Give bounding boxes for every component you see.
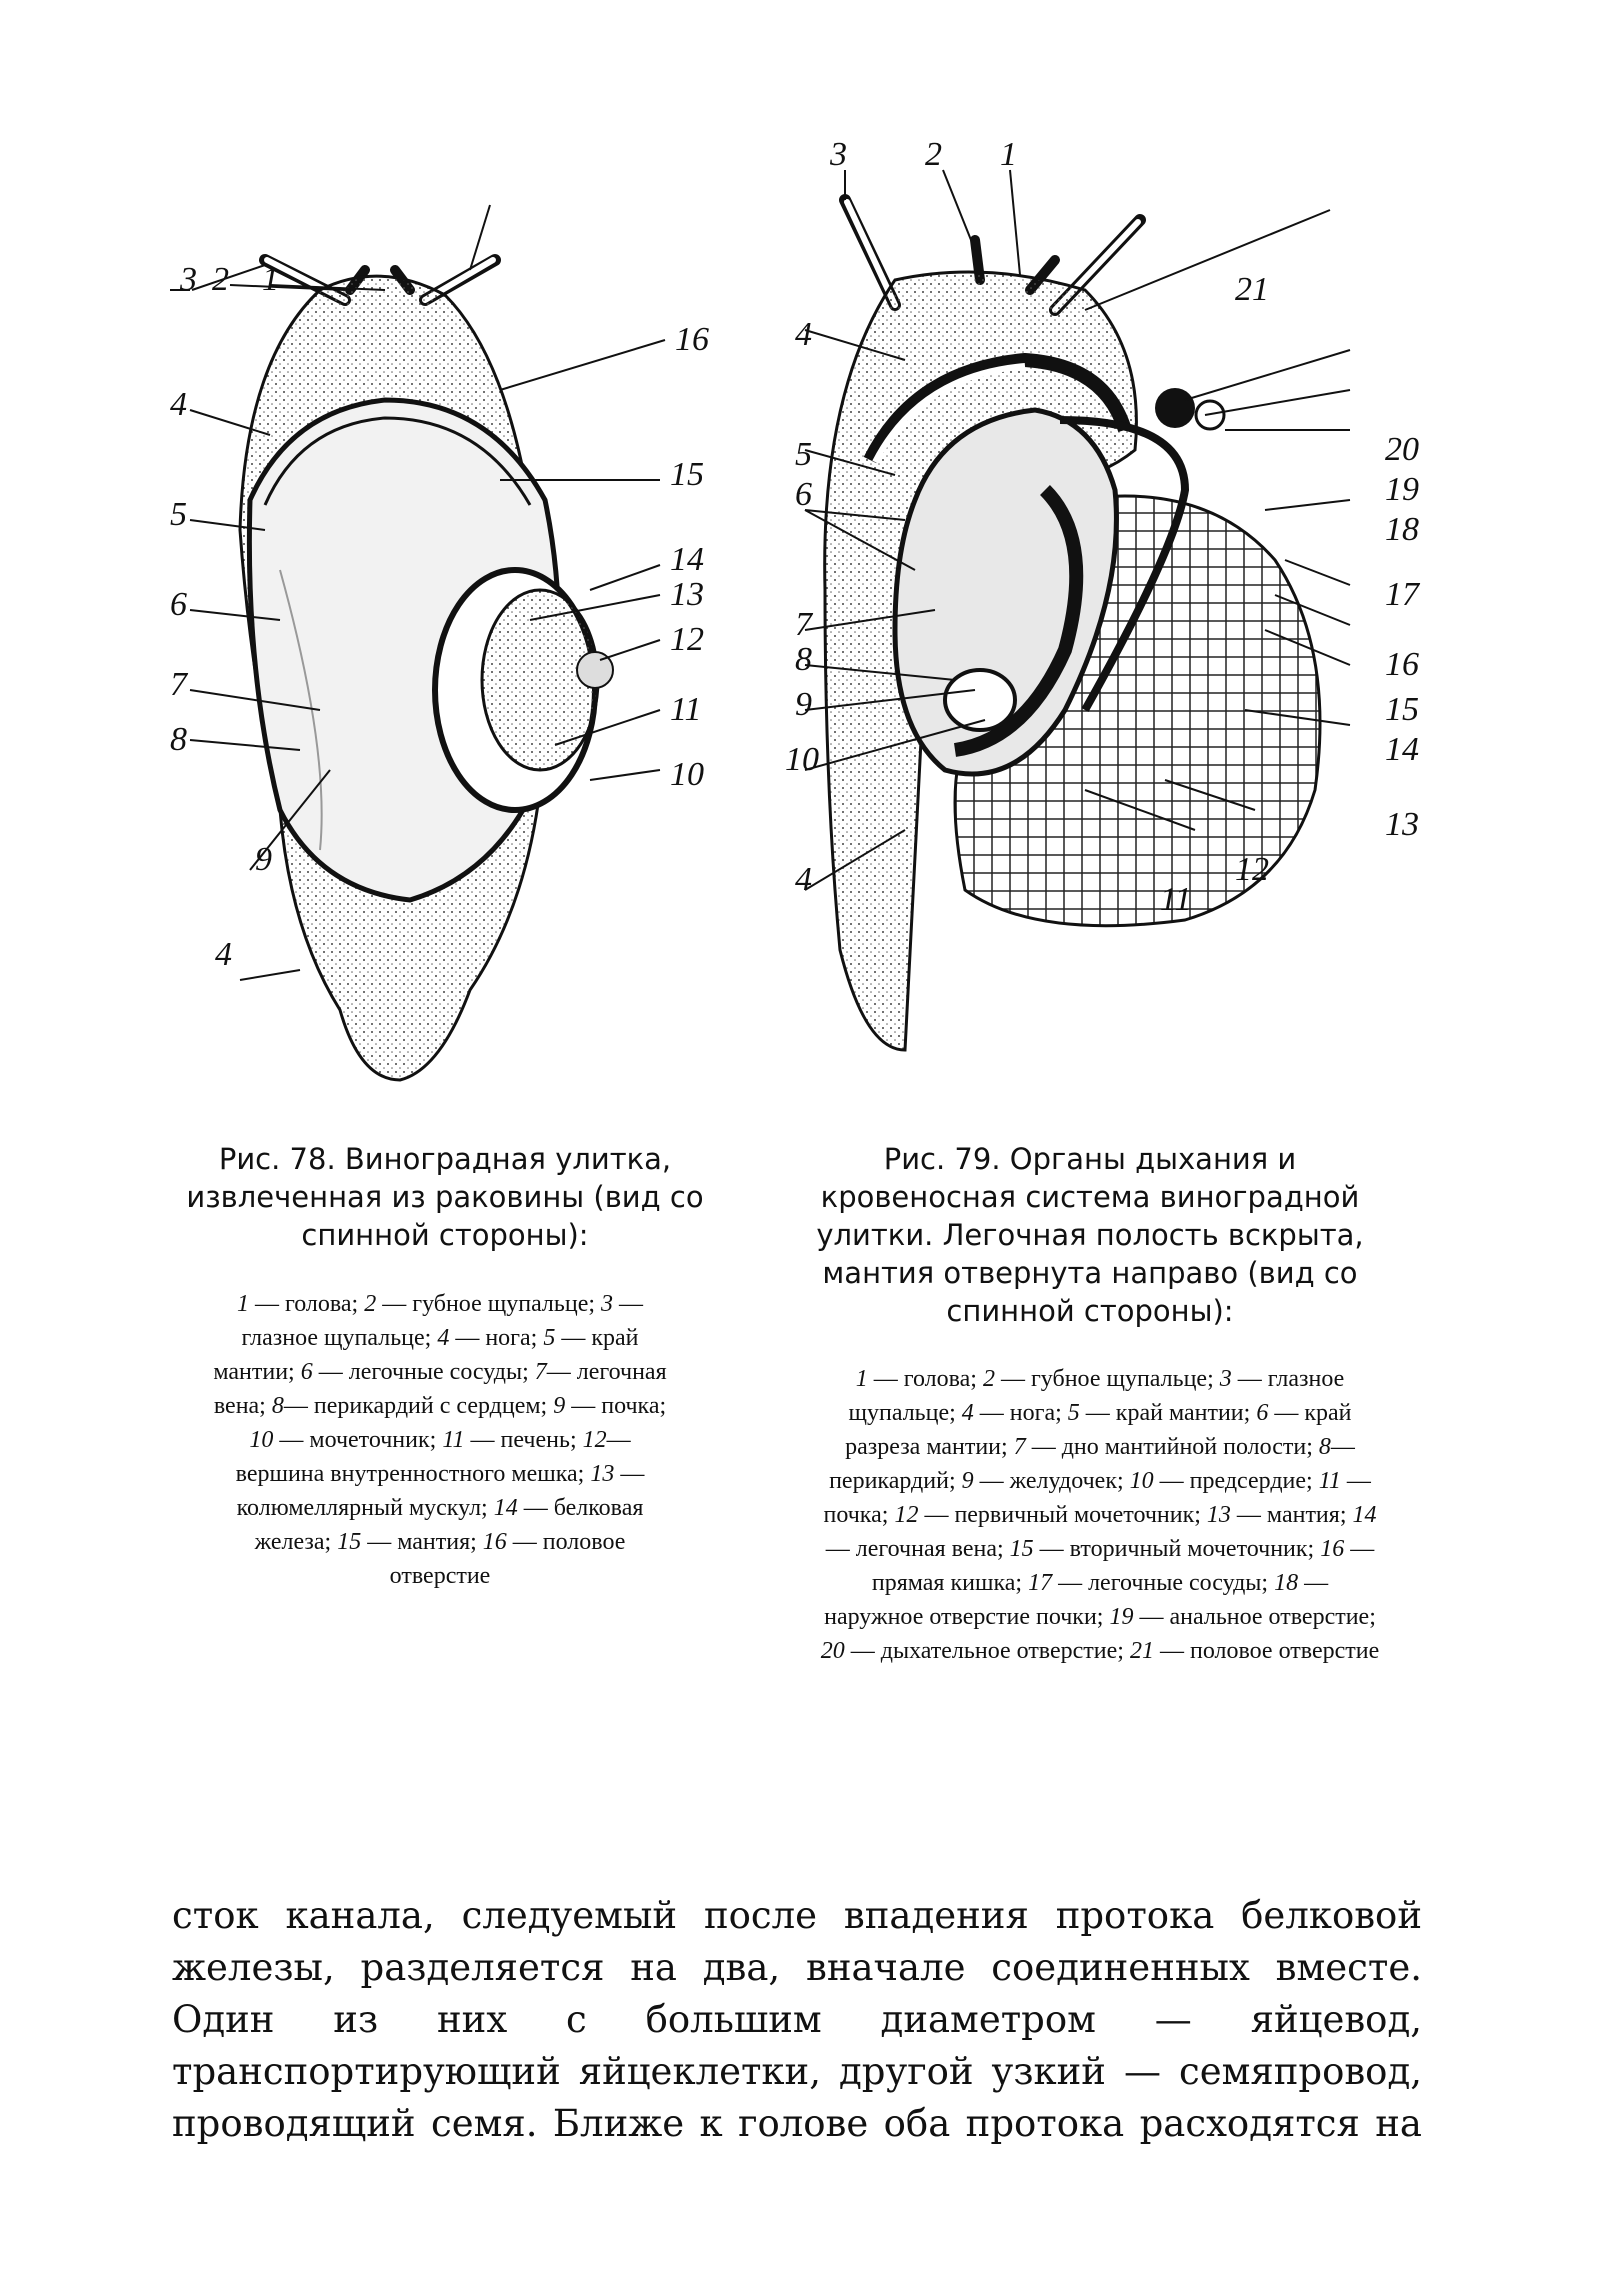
fig78-legend-text: — мантия; [361,1529,483,1555]
fig78-legend-text: — половое отверстие [389,1529,626,1589]
fig78-label-12: 12 [670,621,704,658]
fig79-legend-number: 11 [1318,1468,1341,1494]
fig78-label-6: 6 [170,586,187,623]
fig79-legend-text: — глазное щупальце; [848,1366,1345,1426]
fig79-legend-text: — половое отверстие [1153,1638,1380,1664]
fig78-legend-number: 15 [337,1529,362,1555]
fig78-label-4: 4 [170,386,187,423]
fig79-legend-number: 6 [1256,1400,1269,1426]
fig79-label-14: 14 [1385,731,1419,768]
fig79-legend-number: 16 [1320,1536,1345,1562]
fig79-label-7: 7 [795,606,812,643]
fig78-legend-text: — почка; [565,1393,667,1419]
fig79-legend-number: 12 [894,1502,919,1528]
figure-79-legend [820,1362,1380,1668]
fig78-label-14: 14 [670,541,704,578]
fig78-legend-text: — печень; [464,1427,583,1453]
fig79-legend-number: 15 [1009,1536,1034,1562]
fig78-legend-number: 8 [271,1393,284,1419]
fig78-legend-number: 2 [364,1291,377,1317]
fig79-label-4: 4 [795,316,812,353]
fig79-legend-number: 21 [1129,1638,1154,1664]
fig78-legend-number: 11 [442,1427,465,1453]
fig78-legend-text: — губное щупальце; [376,1291,602,1317]
fig78-legend-number: 5 [543,1325,556,1351]
fig79-legend-text: — наружное отверстие почки; [824,1570,1329,1630]
fig79-legend-text: — предсердие; [1153,1468,1319,1494]
fig79-legend-text: — дыхательное отверстие; [844,1638,1130,1664]
fig79-legend-number: 14 [1352,1502,1377,1528]
fig78-label-10: 10 [670,756,704,793]
fig79-legend-text: — анальное отверстие; [1133,1604,1376,1630]
figure-78-drawing [170,150,750,1110]
fig78-label-7: 7 [170,666,187,703]
fig79-label-8: 8 [795,641,812,678]
fig78-legend-text: — голова; [248,1291,365,1317]
fig78-legend-number: 9 [553,1393,566,1419]
fig79-label-10: 10 [785,741,819,778]
fig79-legend-number: 2 [982,1366,995,1392]
figure-78-caption: Рис. 78. Виноградная улитка, извлеченная из раковины (вид со спинной стороны): [186,1142,704,1252]
fig79-label-5: 5 [795,436,812,473]
fig79-label-13: 13 [1385,806,1419,843]
fig78-label-8: 8 [170,721,187,758]
fig79-legend-number: 3 [1219,1366,1232,1392]
fig78-legend-number: 12 [582,1427,607,1453]
fig79-legend-number: 20 [820,1638,845,1664]
fig78-legend-text: — нога; [449,1325,544,1351]
fig79-legend-number: 19 [1109,1604,1134,1630]
fig79-label-20: 20 [1385,431,1419,468]
fig79-label-4-bottom: 4 [795,861,812,898]
fig79-legend-number: 7 [1013,1434,1026,1460]
fig78-legend-number: 16 [482,1529,507,1555]
fig79-label-1: 1 [1000,136,1017,173]
fig78-legend-number: 13 [590,1461,615,1487]
fig79-legend-text: — легочная вена; [825,1536,1010,1562]
fig78-legend-text: — легочные сосуды; [312,1359,535,1385]
page-cutoff [0,2155,1600,2275]
fig79-legend-number: 13 [1206,1502,1231,1528]
fig79-label-6: 6 [795,476,812,513]
fig78-legend-number: 1 [236,1291,249,1317]
fig79-legend-number: 10 [1129,1468,1154,1494]
figure-79-caption: Рис. 79. Органы дыхания и кровеносная система виноградной улитки. Легочная полость вскрыта, мантия отвернута направо (вид со спинной стороны): [816,1142,1364,1328]
fig79-label-21: 21 [1235,271,1269,308]
fig79-legend-text: — губное щупальце; [994,1366,1220,1392]
fig79-legend-text: — легочные сосуды; [1052,1570,1275,1596]
fig78-label-1: 1 [262,261,279,298]
fig79-legend-text: — мантия; [1230,1502,1353,1528]
fig79-legend-text: — край разреза мантии; [845,1400,1352,1460]
fig79-label-16: 16 [1385,646,1419,683]
fig79-legend-text: — желудочек; [973,1468,1130,1494]
fig78-label-5: 5 [170,496,187,533]
body-text: сток канала, следуемый после впадения протока белковой железы, разделяется на два, вначале соединенных вместе. Один из них с большим диаметром — яйцевод, транспортирующий яйцеклетки, другой узкий — семяпровод, проводящий семя. Ближе к голове оба протока расходятся на [172,1894,1422,2145]
fig78-legend-text: — колюмеллярный мускул; [236,1461,645,1521]
fig78-legend-text: — легочная вена; [213,1359,667,1419]
fig79-legend-number: 1 [855,1366,868,1392]
fig79-label-15: 15 [1385,691,1419,728]
fig79-legend-text: — дно мантийной полости; [1025,1434,1319,1460]
fig78-legend-number: 7 [534,1359,547,1385]
fig78-legend-number: 3 [601,1291,614,1317]
snail-dorsal-illustration [170,150,750,1110]
fig78-label-9: 9 [255,841,272,878]
fig79-legend-number: 5 [1067,1400,1080,1426]
fig78-label-11: 11 [670,691,702,728]
fig79-label-2: 2 [925,136,942,173]
fig78-legend-number: 14 [493,1495,518,1521]
fig78-legend-number: 4 [437,1325,450,1351]
fig78-legend-number: 10 [249,1427,274,1453]
fig78-legend-number: 6 [300,1359,313,1385]
fig78-legend-text: — вершина внутренностного мешка; [235,1427,631,1487]
fig79-label-9: 9 [795,686,812,723]
fig78-legend-text: — край мантии; [213,1325,639,1385]
fig79-label-18: 18 [1385,511,1419,548]
fig78-label-2: 2 [212,261,229,298]
fig79-label-11: 11 [1160,881,1192,918]
fig79-legend-text: — вторичный мочеточник; [1033,1536,1321,1562]
fig79-legend-text: — первичный мочеточник; [918,1502,1207,1528]
fig79-legend-text: — голова; [867,1366,983,1392]
fig78-legend-text: — мочеточник; [273,1427,443,1453]
fig79-legend-text: — нога; [973,1400,1068,1426]
fig79-legend-text: — перикардий; [829,1434,1355,1494]
figure-79-drawing [785,90,1450,1130]
fig79-legend-number: 17 [1028,1570,1053,1596]
fig79-label-12: 12 [1235,851,1269,888]
fig79-label-3: 3 [830,136,847,173]
fig78-legend-text: — перикардий с сердцем; [283,1393,554,1419]
figure-78-legend [205,1287,675,1593]
fig79-legend-number: 4 [961,1400,974,1426]
fig79-legend-number: 9 [961,1468,974,1494]
fig79-label-19: 19 [1385,471,1419,508]
fig79-label-17: 17 [1385,576,1419,613]
fig78-label-3: 3 [180,261,197,298]
fig79-legend-number: 18 [1274,1570,1299,1596]
fig78-label-16: 16 [675,321,709,358]
fig79-legend-number: 8 [1318,1434,1331,1460]
fig79-legend-text: — край мантии; [1079,1400,1257,1426]
fig79-legend-text: — почка; [823,1468,1371,1528]
fig78-label-4-bottom: 4 [215,936,232,973]
fig79-legend-text: — прямая кишка; [871,1536,1375,1596]
fig78-label-15: 15 [670,456,704,493]
snail-respiratory-illustration [785,90,1450,1130]
fig78-label-13: 13 [670,576,704,613]
fig78-legend-text: — белковая железа; [254,1495,644,1555]
fig78-legend-text: — глазное щупальце; [241,1291,644,1351]
